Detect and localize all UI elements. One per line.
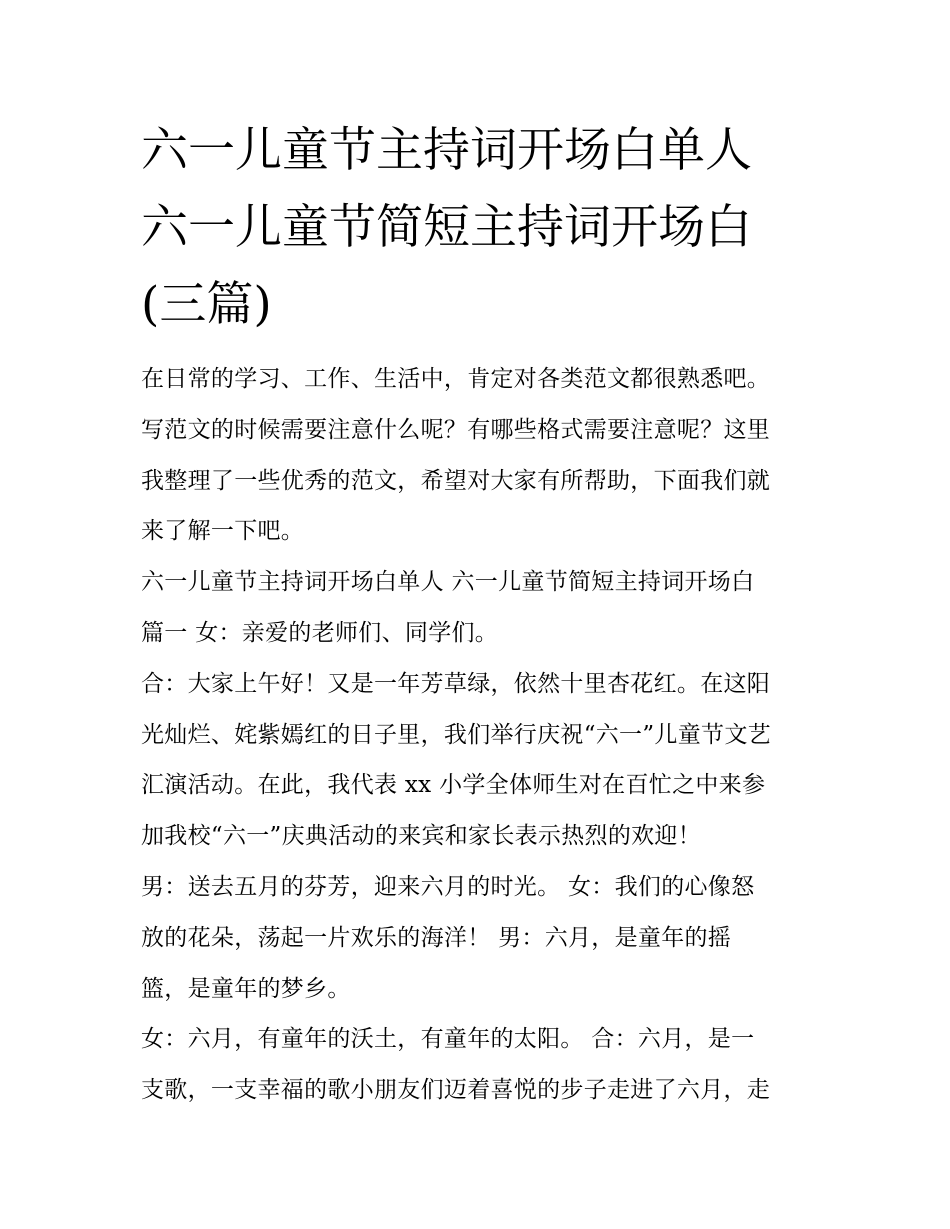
body-line-11: 男：送去五月的芬芳，迎来六月的时光。 女：我们的心像怒 [141, 873, 755, 900]
body-line-6: 篇一 女：亲爱的老师们、同学们。 [141, 619, 499, 646]
title-line-2: 六一儿童节简短主持词开场白 [141, 200, 752, 255]
body-line-9: 汇演活动。在此，我代表 xx 小学全体师生对在百忙之中来参 [141, 772, 766, 799]
body-line-10: 加我校“六一”庆典活动的来宾和家长表示热烈的欢迎！ [141, 823, 702, 850]
document-body [141, 354, 821, 1116]
body-line-4: 来了解一下吧。 [141, 518, 305, 545]
body-line-12: 放的花朵，荡起一片欢乐的海洋！ 男：六月，是童年的摇 [141, 924, 732, 951]
document-title [141, 112, 821, 343]
body-line-8: 光灿烂、姹紫嫣红的日子里，我们举行庆祝“六一”儿童节文艺 [141, 721, 771, 748]
document-page [141, 112, 821, 1116]
body-line-15: 支歌，一支幸福的歌小朋友们迈着喜悦的步子走进了六月，走 [141, 1077, 771, 1104]
body-line-14: 女：六月，有童年的沃土，有童年的太阳。 合：六月，是一 [141, 1026, 755, 1053]
title-line-1: 六一儿童节主持词开场白单人 [141, 123, 752, 178]
body-line-2: 写范文的时候需要注意什么呢？有哪些格式需要注意呢？这里 [141, 416, 771, 443]
body-line-3: 我整理了一些优秀的范文，希望对大家有所帮助，下面我们就 [141, 467, 771, 494]
body-line-13: 篮，是童年的梦乡。 [141, 975, 351, 1002]
body-line-7: 合：大家上午好！又是一年芳草绿，依然十里杏花红。在这阳 [141, 670, 771, 697]
title-line-3: (三篇) [141, 277, 272, 332]
body-line-5: 六一儿童节主持词开场白单人 六一儿童节简短主持词开场白 [141, 569, 755, 596]
body-line-1: 在日常的学习、工作、生活中，肯定对各类范文都很熟悉吧。 [141, 366, 771, 392]
